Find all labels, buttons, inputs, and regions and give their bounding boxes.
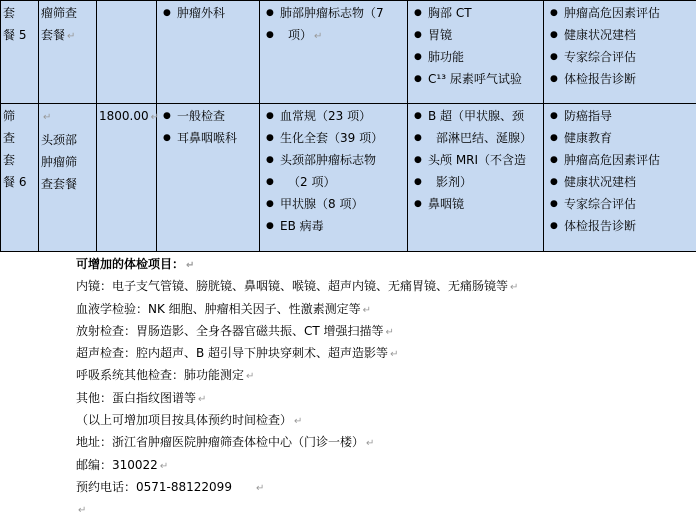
cell-package-6-price: 1800.00 ↵ [97, 104, 157, 252]
list-item: ● 健康教育 [546, 127, 694, 149]
cell-package-6-services [544, 104, 696, 252]
section-heading: 可增加的体检项目： ↵ [76, 254, 518, 276]
list-item: ● 肺功能 [410, 46, 541, 68]
paragraph-mark-icon: ↵ [43, 112, 51, 123]
paragraph-mark-icon: ↵ [78, 505, 86, 516]
cell-package-6-departments [157, 104, 260, 252]
list-item-continuation: ● （2 项） [262, 171, 405, 193]
list-item-continuation: ● 项） ↵ [262, 24, 405, 48]
note-phone: 预约电话：0571-88122099 ↵ [76, 477, 518, 499]
note-postcode: 邮编：310022 ↵ [76, 455, 518, 477]
list-item: ● B 超（甲状腺、颈 [410, 105, 541, 127]
list-item: ● 鼻咽镜 [410, 193, 541, 215]
cell-package-5-name-part1: 套 餐 5 [1, 1, 39, 104]
paragraph-mark-icon: ↵ [256, 483, 264, 494]
list-item: ● 健康状况建档 [546, 24, 694, 46]
note-respiratory: 呼吸系统其他检查：肺功能测定 ↵ [76, 365, 518, 387]
cell-package-6-name-part2: ↵ 头颈部 肿瘤筛 查套餐 [39, 104, 97, 252]
note-ultrasound: 超声检查：腔内超声、B 超引导下肿块穿刺术、超声造影等 ↵ [76, 343, 518, 365]
list-item: ● 肿瘤外科 [159, 2, 257, 24]
list-item-continuation: ● 部淋巴结、涎腺） [410, 127, 541, 149]
list-item: ● C¹³ 尿素呼气试验 [410, 68, 541, 90]
list-item-continuation: ● 影剂） [410, 171, 541, 193]
cell-package-6-name-part1: 筛 查 套 餐 6 [1, 104, 39, 252]
list-item: ● 胸部 CT [410, 2, 541, 24]
list-item: ● 防癌指导 [546, 105, 694, 127]
list-item: ● 肿瘤高危因素评估 [546, 2, 694, 24]
cell-package-5-departments [157, 1, 260, 104]
list-item: ● 生化全套（39 项） [262, 127, 405, 149]
paragraph-mark-icon: ↵ [151, 112, 159, 123]
paragraph-mark-icon: ↵ [366, 438, 374, 449]
list-item: ● 专家综合评估 [546, 193, 694, 215]
list-item: ● 健康状况建档 [546, 171, 694, 193]
paragraph-mark-icon: ↵ [314, 31, 322, 42]
list-item: ● 一般检查 [159, 105, 257, 127]
note-address: 地址：浙江省肿瘤医院肿瘤筛查体检中心（门诊一楼） ↵ [76, 432, 518, 454]
empty-paragraph [76, 499, 518, 521]
list-item: ● 血常规（23 项） [262, 105, 405, 127]
list-item: ● EB 病毒 [262, 215, 405, 237]
note-blood: 血液学检验：NK 细胞、肿瘤相关因子、性激素测定等 ↵ [76, 299, 518, 321]
note-remark: （以上可增加项目按具体预约时间检查） ↵ [76, 410, 518, 432]
paragraph-mark-icon: ↵ [510, 282, 518, 293]
paragraph-mark-icon: ↵ [294, 416, 302, 427]
list-item: ● 肿瘤高危因素评估 [546, 149, 694, 171]
cell-package-5-price [97, 1, 157, 104]
cell-package-5-lab-items [260, 1, 408, 104]
list-item: ● 甲状腺（8 项） [262, 193, 405, 215]
table-row-package-5 [1, 1, 696, 104]
paragraph-mark-icon: ↵ [246, 371, 254, 382]
paragraph-mark-icon: ↵ [198, 394, 206, 405]
paragraph-mark-icon: ↵ [160, 461, 168, 472]
list-item: ● 胃镜 [410, 24, 541, 46]
note-endoscopy: 内镜：电子支气管镜、膀胱镜、鼻咽镜、喉镜、超声内镜、无痛胃镜、无痛肠镜等 ↵ [76, 276, 518, 298]
list-item: ● 专家综合评估 [546, 46, 694, 68]
paragraph-mark-icon: ↵ [363, 305, 371, 316]
list-item: ● 耳鼻咽喉科 [159, 127, 257, 149]
additional-items-section [76, 254, 518, 522]
paragraph-mark-icon: ↵ [186, 260, 194, 271]
list-item: ● 头颅 MRI（不含造 [410, 149, 541, 171]
package-table [0, 0, 696, 252]
note-other: 其他：蛋白指纹图谱等 ↵ [76, 388, 518, 410]
paragraph-mark-icon: ↵ [386, 327, 394, 338]
cell-package-6-imaging [408, 104, 544, 252]
cell-package-5-services [544, 1, 696, 104]
table-row-package-6 [1, 104, 696, 252]
list-item: ● 头颈部肿瘤标志物 [262, 149, 405, 171]
paragraph-mark-icon: ↵ [390, 349, 398, 360]
list-item: ● 肺部肿瘤标志物（7 [262, 2, 405, 24]
note-radiology: 放射检查：胃肠造影、全身各器官磁共振、CT 增强扫描等 ↵ [76, 321, 518, 343]
list-item: ● 体检报告诊断 [546, 68, 694, 90]
paragraph-mark-icon: ↵ [67, 31, 75, 42]
cell-package-5-imaging [408, 1, 544, 104]
list-item: ● 体检报告诊断 [546, 215, 694, 237]
cell-package-6-lab-items [260, 104, 408, 252]
cell-package-5-name-part2: 瘤筛查 套餐 ↵ [39, 1, 97, 104]
